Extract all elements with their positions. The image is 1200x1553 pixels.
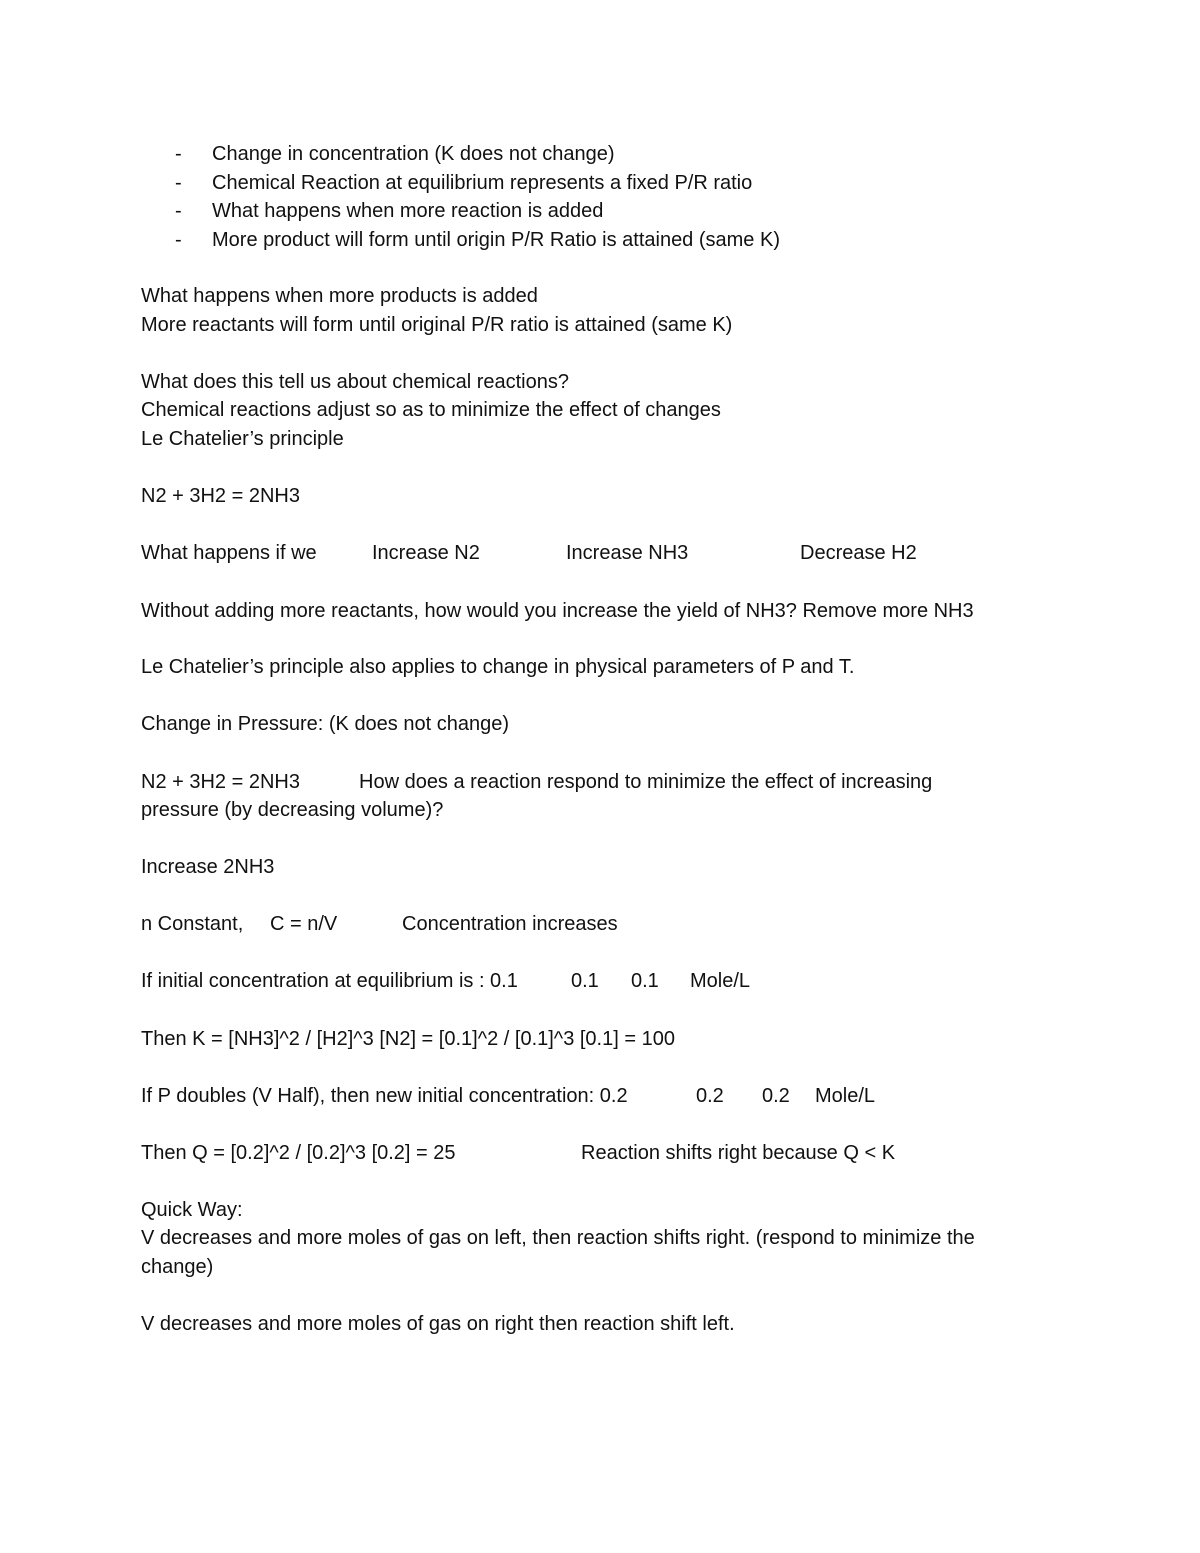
what-if-option: Decrease H2 [800,542,917,564]
text-line: Increase 2NH3 [141,856,275,878]
bullet-dash: - [175,200,182,222]
section-heading: Quick Way: [141,1199,243,1221]
text-line: Le Chatelier’s principle [141,428,344,450]
bullet-dash: - [175,172,182,194]
question-text: pressure (by decreasing volume)? [141,799,444,821]
value: 0.2 [696,1085,724,1107]
text-segment: If P doubles (V Half), then new initial concentration: 0.2 [141,1085,628,1107]
equation: N2 + 3H2 = 2NH3 [141,771,300,793]
text-segment: C = n/V [270,913,338,935]
k-calculation: Then K = [NH3]^2 / [H2]^3 [N2] = [0.1]^2 / [0.1]^3 [0.1] = 100 [141,1028,675,1050]
text-line: Without adding more reactants, how would you increase the yield of NH3? Remove more NH3 [141,600,974,622]
value: 0.1 [631,970,659,992]
text-line: change) [141,1256,214,1278]
question-text: How does a reaction respond to minimize the effect of increasing [359,771,933,793]
value: 0.1 [571,970,599,992]
what-if-lead: What happens if we [141,542,317,564]
unit: Mole/L [690,970,751,992]
equation: N2 + 3H2 = 2NH3 [141,485,300,507]
bullet-dash: - [175,229,182,251]
text-line: V decreases and more moles of gas on left, then reaction shifts right. (respond to minimize the [141,1227,975,1249]
text-line: V decreases and more moles of gas on right then reaction shift left. [141,1313,735,1335]
q-note: Reaction shifts right because Q < K [581,1142,896,1164]
text-line: More reactants will form until original P/R ratio is attained (same K) [141,314,733,336]
text-line: Chemical reactions adjust so as to minimize the effect of changes [141,399,721,421]
bullet-dash: - [175,143,182,165]
text-segment: If initial concentration at equilibrium is : 0.1 [141,970,518,992]
text-line: What happens when more products is added [141,285,538,307]
value: 0.2 [762,1085,790,1107]
text-line: Le Chatelier’s principle also applies to change in physical parameters of P and T. [141,656,855,678]
bullet-item: Chemical Reaction at equilibrium represents a fixed P/R ratio [212,172,753,194]
text-line: What does this tell us about chemical reactions? [141,371,569,393]
text-segment: n Constant, [141,913,244,935]
text-segment: Concentration increases [402,913,618,935]
bullet-item: Change in concentration (K does not change) [212,143,615,165]
bullet-item: What happens when more reaction is added [212,200,604,222]
section-heading: Change in Pressure: (K does not change) [141,713,509,735]
q-calculation: Then Q = [0.2]^2 / [0.2]^3 [0.2] = 25 [141,1142,456,1164]
what-if-option: Increase NH3 [566,542,689,564]
bullet-item: More product will form until origin P/R Ratio is attained (same K) [212,229,780,251]
unit: Mole/L [815,1085,876,1107]
what-if-option: Increase N2 [372,542,480,564]
